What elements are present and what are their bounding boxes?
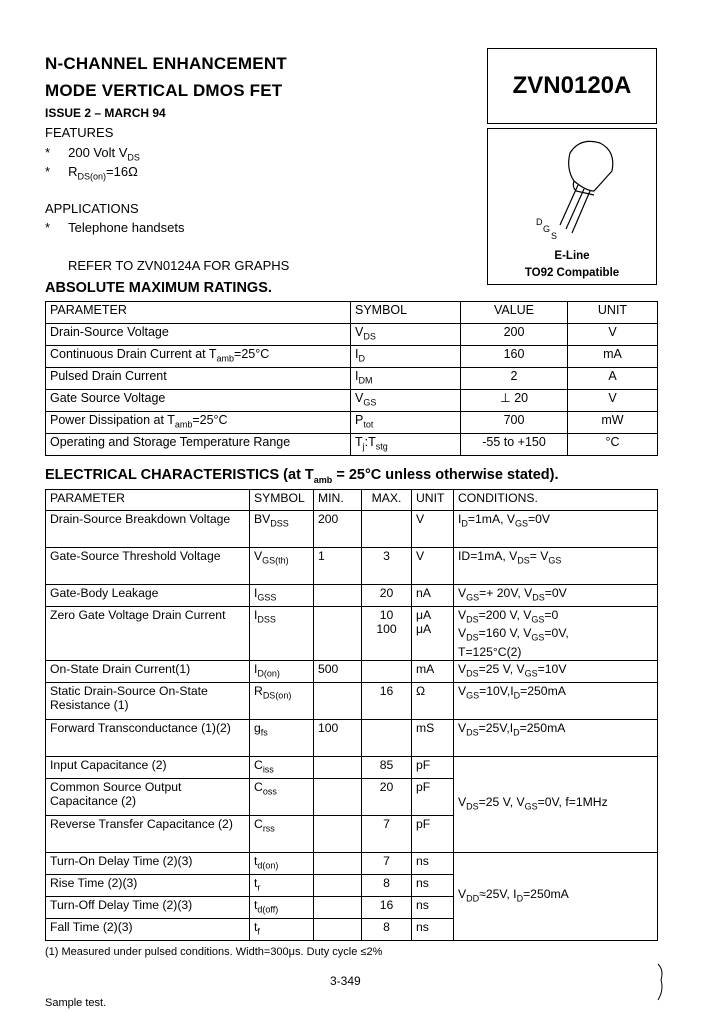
symbol-cell: $t_{d(off)}$ — [250, 896, 314, 918]
title-line-2: MODE VERTICAL DMOS FET — [45, 81, 283, 100]
symbol-cell: $g_{fs}$ — [250, 719, 314, 756]
capacitance-conditions-cell: $V_{DS}=25$ V, $V_{GS}=0V$, f=1MHz — [454, 756, 658, 852]
table-row — [46, 660, 658, 682]
max-cell: 7 — [362, 815, 412, 852]
param-cell: Continuous Drain Current at $T_{amb}=25^\circ C$ — [46, 346, 351, 368]
table-row — [46, 756, 658, 778]
value-cell: 200 — [461, 324, 568, 346]
sample-test-note: Sample test. — [45, 997, 107, 1009]
symbol-cell: $t_{d(on)}$ — [250, 852, 314, 874]
table-row — [46, 434, 658, 456]
min-cell — [314, 815, 362, 852]
min-cell — [314, 896, 362, 918]
value-cell: 2 — [461, 368, 568, 390]
unit-cell: V — [568, 324, 658, 346]
switching-conditions-cell: $V_{DD}\approx 25V$, $I_D=250mA$ — [454, 852, 658, 940]
unit-cell: A — [568, 368, 658, 390]
conditions-cell: $I_D=1mA$, $V_{GS}=0V$ — [454, 511, 658, 548]
param-cell: Reverse Transfer Capacitance (2) — [46, 815, 250, 852]
unit-cell: μA μA — [412, 607, 454, 661]
max-cell: 16 — [362, 896, 412, 918]
table-row — [46, 390, 658, 412]
header-cell: SYMBOL — [351, 302, 461, 324]
title-line-1: N-CHANNEL ENHANCEMENT — [45, 54, 287, 73]
max-cell: 10 100 — [362, 607, 412, 661]
conditions-cell: ID=1mA, $V_{DS}= V_{GS}$ — [454, 548, 658, 585]
param-cell: Operating and Storage Temperature Range — [46, 434, 351, 456]
min-cell — [314, 918, 362, 940]
table-row — [46, 852, 658, 874]
conditions-cell: $V_{DS}=25V,I_D=250mA$ — [454, 719, 658, 756]
max-cell — [362, 511, 412, 548]
param-cell: Fall Time (2)(3) — [46, 918, 250, 940]
param-cell: Gate-Source Threshold Voltage — [46, 548, 250, 585]
part-number-box — [487, 48, 657, 124]
table-header-row — [46, 490, 658, 511]
unit-cell: ns — [412, 896, 454, 918]
feature-item-2: * $R_{DS(on)}=16\Omega$ — [45, 164, 138, 182]
param-cell: Drain-Source Breakdown Voltage — [46, 511, 250, 548]
symbol-cell: $C_{rss}$ — [250, 815, 314, 852]
param-cell: Gate Source Voltage — [46, 390, 351, 412]
elec-table — [45, 489, 658, 941]
header-cell: MAX. — [362, 490, 412, 511]
unit-cell: Ω — [412, 682, 454, 719]
table-row — [46, 548, 658, 585]
param-cell: Turn-On Delay Time (2)(3) — [46, 852, 250, 874]
unit-cell: ns — [412, 852, 454, 874]
param-cell: Gate-Body Leakage — [46, 585, 250, 607]
table-row — [46, 607, 658, 661]
header-cell: UNIT — [568, 302, 658, 324]
table-row — [46, 682, 658, 719]
to92-package-icon — [488, 129, 656, 239]
param-cell: Pulsed Drain Current — [46, 368, 351, 390]
header-cell: UNIT — [412, 490, 454, 511]
min-cell: 100 — [314, 719, 362, 756]
pin-label-s: S — [551, 231, 558, 241]
table-header-row — [46, 302, 658, 324]
table-row — [46, 585, 658, 607]
param-cell: On-State Drain Current(1) — [46, 660, 250, 682]
package-box — [487, 128, 657, 285]
max-cell — [362, 719, 412, 756]
unit-cell: pF — [412, 756, 454, 778]
unit-cell: ns — [412, 874, 454, 896]
package-caption-to92: TO92 Compatible — [524, 267, 620, 279]
value-cell: 700 — [461, 412, 568, 434]
param-cell: Turn-Off Delay Time (2)(3) — [46, 896, 250, 918]
param-cell: Static Drain-Source On-State Resistance (1) — [46, 682, 250, 719]
conditions-cell: $V_{GS}=+ 20V$, $V_{DS}=0V$ — [454, 585, 658, 607]
min-cell — [314, 778, 362, 815]
features-heading: FEATURES — [45, 125, 114, 140]
unit-cell: mA — [412, 660, 454, 682]
symbol-cell: $P_{tot}$ — [351, 412, 461, 434]
max-cell: 20 — [362, 585, 412, 607]
value-cell: ⊥ 20 — [461, 390, 568, 412]
unit-cell: V — [412, 548, 454, 585]
min-cell: 500 — [314, 660, 362, 682]
margin-bracket-icon — [655, 962, 667, 1002]
page-number: 3-349 — [330, 974, 361, 988]
symbol-cell: $V_{GS(th)}$ — [250, 548, 314, 585]
footnote: (1) Measured under pulsed conditions. Width=300μs. Duty cycle ≤2% — [45, 946, 383, 958]
unit-cell: mA — [568, 346, 658, 368]
max-cell: 8 — [362, 918, 412, 940]
symbol-cell: $R_{DS(on)}$ — [250, 682, 314, 719]
refer-note: REFER TO ZVN0124A FOR GRAPHS — [68, 258, 290, 273]
max-cell: 8 — [362, 874, 412, 896]
header-cell: MIN. — [314, 490, 362, 511]
max-cell: 85 — [362, 756, 412, 778]
symbol-cell: $I_{DSS}$ — [250, 607, 314, 661]
abs-max-table — [45, 301, 658, 456]
symbol-cell: $T_j:T_{stg}$ — [351, 434, 461, 456]
document-title — [45, 50, 287, 104]
abs-max-heading: ABSOLUTE MAXIMUM RATINGS. — [45, 280, 272, 296]
min-cell — [314, 585, 362, 607]
min-cell: 1 — [314, 548, 362, 585]
max-cell: 7 — [362, 852, 412, 874]
symbol-cell: $C_{oss}$ — [250, 778, 314, 815]
symbol-cell: $BV_{DSS}$ — [250, 511, 314, 548]
value-cell: 160 — [461, 346, 568, 368]
min-cell: 200 — [314, 511, 362, 548]
feature-item-1: * 200 Volt $V_{DS}$ — [45, 145, 140, 163]
param-cell: Rise Time (2)(3) — [46, 874, 250, 896]
elec-heading: ELECTRICAL CHARACTERISTICS (at $T_{amb} = 25^\circ C$ unless otherwise stated). — [45, 467, 559, 485]
value-cell: -55 to +150 — [461, 434, 568, 456]
header-cell: PARAMETER — [46, 490, 250, 511]
applications-heading: APPLICATIONS — [45, 201, 139, 216]
header-cell: SYMBOL — [250, 490, 314, 511]
param-cell: Drain-Source Voltage — [46, 324, 351, 346]
table-row — [46, 511, 658, 548]
part-number: ZVN0120A — [512, 72, 632, 99]
min-cell — [314, 682, 362, 719]
min-cell — [314, 852, 362, 874]
application-item-1: * Telephone handsets — [45, 220, 185, 235]
max-cell: 16 — [362, 682, 412, 719]
symbol-cell: $C_{iss}$ — [250, 756, 314, 778]
max-cell: 20 — [362, 778, 412, 815]
unit-cell: nA — [412, 585, 454, 607]
unit-cell: °C — [568, 434, 658, 456]
unit-cell: mW — [568, 412, 658, 434]
min-cell — [314, 874, 362, 896]
unit-cell: V — [568, 390, 658, 412]
max-cell: 3 — [362, 548, 412, 585]
conditions-cell: $V_{GS}=10V,I_D=250mA$ — [454, 682, 658, 719]
conditions-cell: $V_{DS}=25$ V, $V_{GS}=10V$ — [454, 660, 658, 682]
param-cell: Zero Gate Voltage Drain Current — [46, 607, 250, 661]
unit-cell: pF — [412, 778, 454, 815]
unit-cell: mS — [412, 719, 454, 756]
symbol-cell: $t_f$ — [250, 918, 314, 940]
table-row — [46, 412, 658, 434]
header-cell: VALUE — [461, 302, 568, 324]
unit-cell: ns — [412, 918, 454, 940]
table-row — [46, 346, 658, 368]
symbol-cell: $t_r$ — [250, 874, 314, 896]
unit-cell: pF — [412, 815, 454, 852]
table-row — [46, 719, 658, 756]
symbol-cell: $I_D$ — [351, 346, 461, 368]
conditions-cell: $V_{DS}=200$ V, $V_{GS}=0$ $V_{DS}=160$ V, $V_{GS}=0V$, T=125°C(2) — [454, 607, 658, 661]
param-cell: Forward Transconductance (1)(2) — [46, 719, 250, 756]
min-cell — [314, 756, 362, 778]
param-cell: Input Capacitance (2) — [46, 756, 250, 778]
max-cell — [362, 660, 412, 682]
header-cell: PARAMETER — [46, 302, 351, 324]
unit-cell: V — [412, 511, 454, 548]
symbol-cell: $I_{D(on)}$ — [250, 660, 314, 682]
param-cell: Power Dissipation at $T_{amb}=25^\circ C$ — [46, 412, 351, 434]
symbol-cell: $I_{GSS}$ — [250, 585, 314, 607]
param-cell: Common Source Output Capacitance (2) — [46, 778, 250, 815]
issue-line: ISSUE 2 – MARCH 94 — [45, 106, 166, 120]
symbol-cell: $I_{DM}$ — [351, 368, 461, 390]
table-row — [46, 324, 658, 346]
symbol-cell: $V_{GS}$ — [351, 390, 461, 412]
package-caption-eline: E-Line — [554, 250, 590, 262]
header-cell: CONDITIONS. — [454, 490, 658, 511]
symbol-cell: $V_{DS}$ — [351, 324, 461, 346]
pin-label-g: G — [543, 224, 551, 234]
pin-label-d: D — [536, 217, 543, 227]
min-cell — [314, 607, 362, 661]
table-row — [46, 368, 658, 390]
